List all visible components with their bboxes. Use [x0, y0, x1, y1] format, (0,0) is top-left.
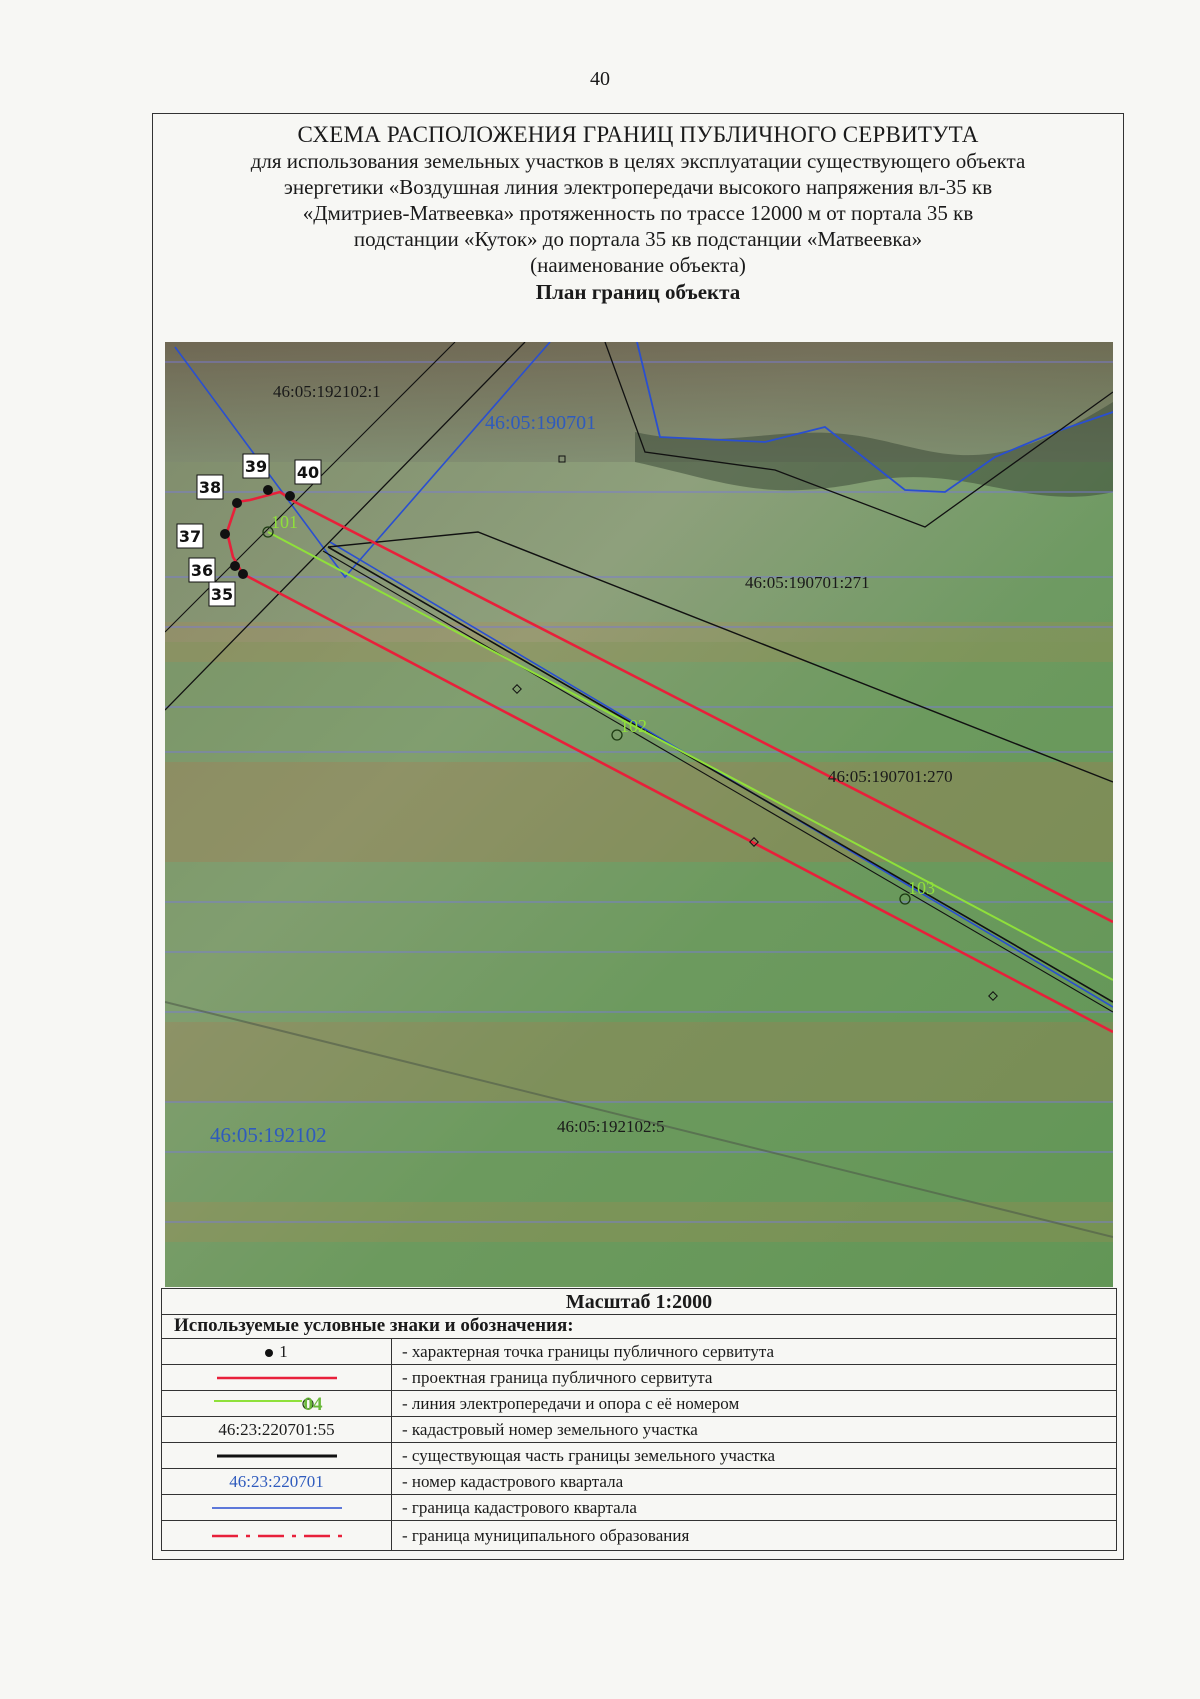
legend-symbol-servitude — [162, 1365, 392, 1391]
object-name-caption: (наименование объекта) — [530, 253, 746, 277]
legend-quarter-num-desc: - номер кадастрового квартала — [392, 1469, 1117, 1495]
legend-symbol-municipal — [162, 1521, 392, 1551]
legend-row — [162, 1391, 1117, 1417]
object-description-line-3: «Дмитриев-Матвеевка» протяженность по трассе 12000 м от портала 35 кв — [302, 201, 974, 225]
legend-row — [162, 1495, 1117, 1521]
legend-point-desc: - характерная точка границы публичного сервитута — [392, 1339, 1117, 1365]
legend-symbol-powerline — [162, 1391, 392, 1417]
parcel-label-192102-1: 46:05:192102:1 — [273, 382, 381, 401]
point-37-dot[interactable] — [220, 529, 230, 539]
scan-band-1 — [165, 762, 1113, 862]
support-103-label: 103 — [908, 878, 935, 898]
legend-parcel-example: 46:23:220701:55 — [162, 1417, 392, 1443]
point-39-label: 39 — [244, 457, 268, 476]
legend-row — [162, 1417, 1117, 1443]
red-line-icon — [212, 1373, 342, 1383]
crop-field — [165, 642, 1113, 1287]
quarter-label-192102: 46:05:192102 — [210, 1123, 327, 1147]
legend-symbol-point — [162, 1339, 392, 1365]
legend-quarter-example: 46:23:220701 — [162, 1469, 392, 1495]
point-38-label: 38 — [198, 478, 222, 497]
parcel-label-190701-271: 46:05:190701:271 — [745, 573, 870, 592]
map-canvas — [165, 342, 1113, 1287]
support-102-label: 102 — [620, 716, 647, 736]
legend-symbol-existing — [162, 1443, 392, 1469]
legend-row — [162, 1365, 1117, 1391]
point-36-dot[interactable] — [230, 561, 240, 571]
page-number: 40 — [590, 68, 610, 90]
legend-symbol-quarter-boundary — [162, 1495, 392, 1521]
legend-servitude-desc: - проектная граница публичного сервитута — [392, 1365, 1117, 1391]
dash-dot-line-icon — [207, 1531, 347, 1541]
legend-row — [162, 1469, 1117, 1495]
point-38-dot[interactable] — [232, 498, 242, 508]
blue-line-icon — [207, 1503, 347, 1513]
point-39-dot[interactable] — [263, 485, 273, 495]
quarter-label-190701: 46:05:190701 — [485, 412, 597, 434]
legend-powerline-desc: - линия электропередачи и опора с её номером — [392, 1391, 1117, 1417]
scale-caption: Масштаб 1:2000 — [161, 1288, 1117, 1314]
scan-band-2 — [165, 1022, 1113, 1102]
legend-row — [162, 1339, 1117, 1365]
parcel-label-192102-5: 46:05:192102:5 — [557, 1117, 665, 1136]
point-dot-icon — [265, 1349, 273, 1357]
legend-title: Используемые условные знаки и обозначения: — [161, 1314, 1117, 1338]
scheme-title: СХЕМА РАСПОЛОЖЕНИЯ ГРАНИЦ ПУБЛИЧНОГО СЕРВИТУТА — [297, 122, 979, 147]
point-40-dot[interactable] — [285, 491, 295, 501]
legend-parcel-desc: - кадастровый номер земельного участка — [392, 1417, 1117, 1443]
point-35-dot[interactable] — [238, 569, 248, 579]
scheme-sheet — [152, 113, 1124, 1560]
point-40-label: 40 — [296, 463, 320, 482]
legend-row — [162, 1521, 1117, 1551]
legend-row — [162, 1443, 1117, 1469]
title-block — [153, 114, 1123, 344]
object-description-line-4: подстанции «Куток» до портала 35 кв подстанции «Матвеевка» — [353, 227, 923, 251]
object-description-line-1: для использования земельных участков в целях эксплуатации существующего объекта — [250, 149, 1026, 173]
support-101-label: 101 — [271, 512, 298, 532]
legend-quarter-boundary-desc: - граница кадастрового квартала — [392, 1495, 1117, 1521]
point-36-label: 36 — [190, 561, 214, 580]
legend-municipal-desc: - граница муниципального образования — [392, 1521, 1117, 1551]
black-line-icon — [212, 1451, 342, 1461]
legend-table — [161, 1338, 1117, 1551]
point-35-label: 35 — [210, 585, 234, 604]
point-37-label: 37 — [178, 527, 202, 546]
legend-existing-desc: - существующая часть границы земельного участка — [392, 1443, 1117, 1469]
legend-support-number: 04 — [303, 1393, 323, 1415]
legend-point-number: 1 — [279, 1341, 288, 1361]
plan-title: План границ объекта — [535, 280, 741, 304]
parcel-label-190701-270: 46:05:190701:270 — [828, 767, 953, 786]
object-description-line-2: энергетики «Воздушная линия электропередачи высокого напряжения вл-35 кв — [283, 175, 993, 199]
map-view[interactable] — [165, 342, 1113, 1287]
